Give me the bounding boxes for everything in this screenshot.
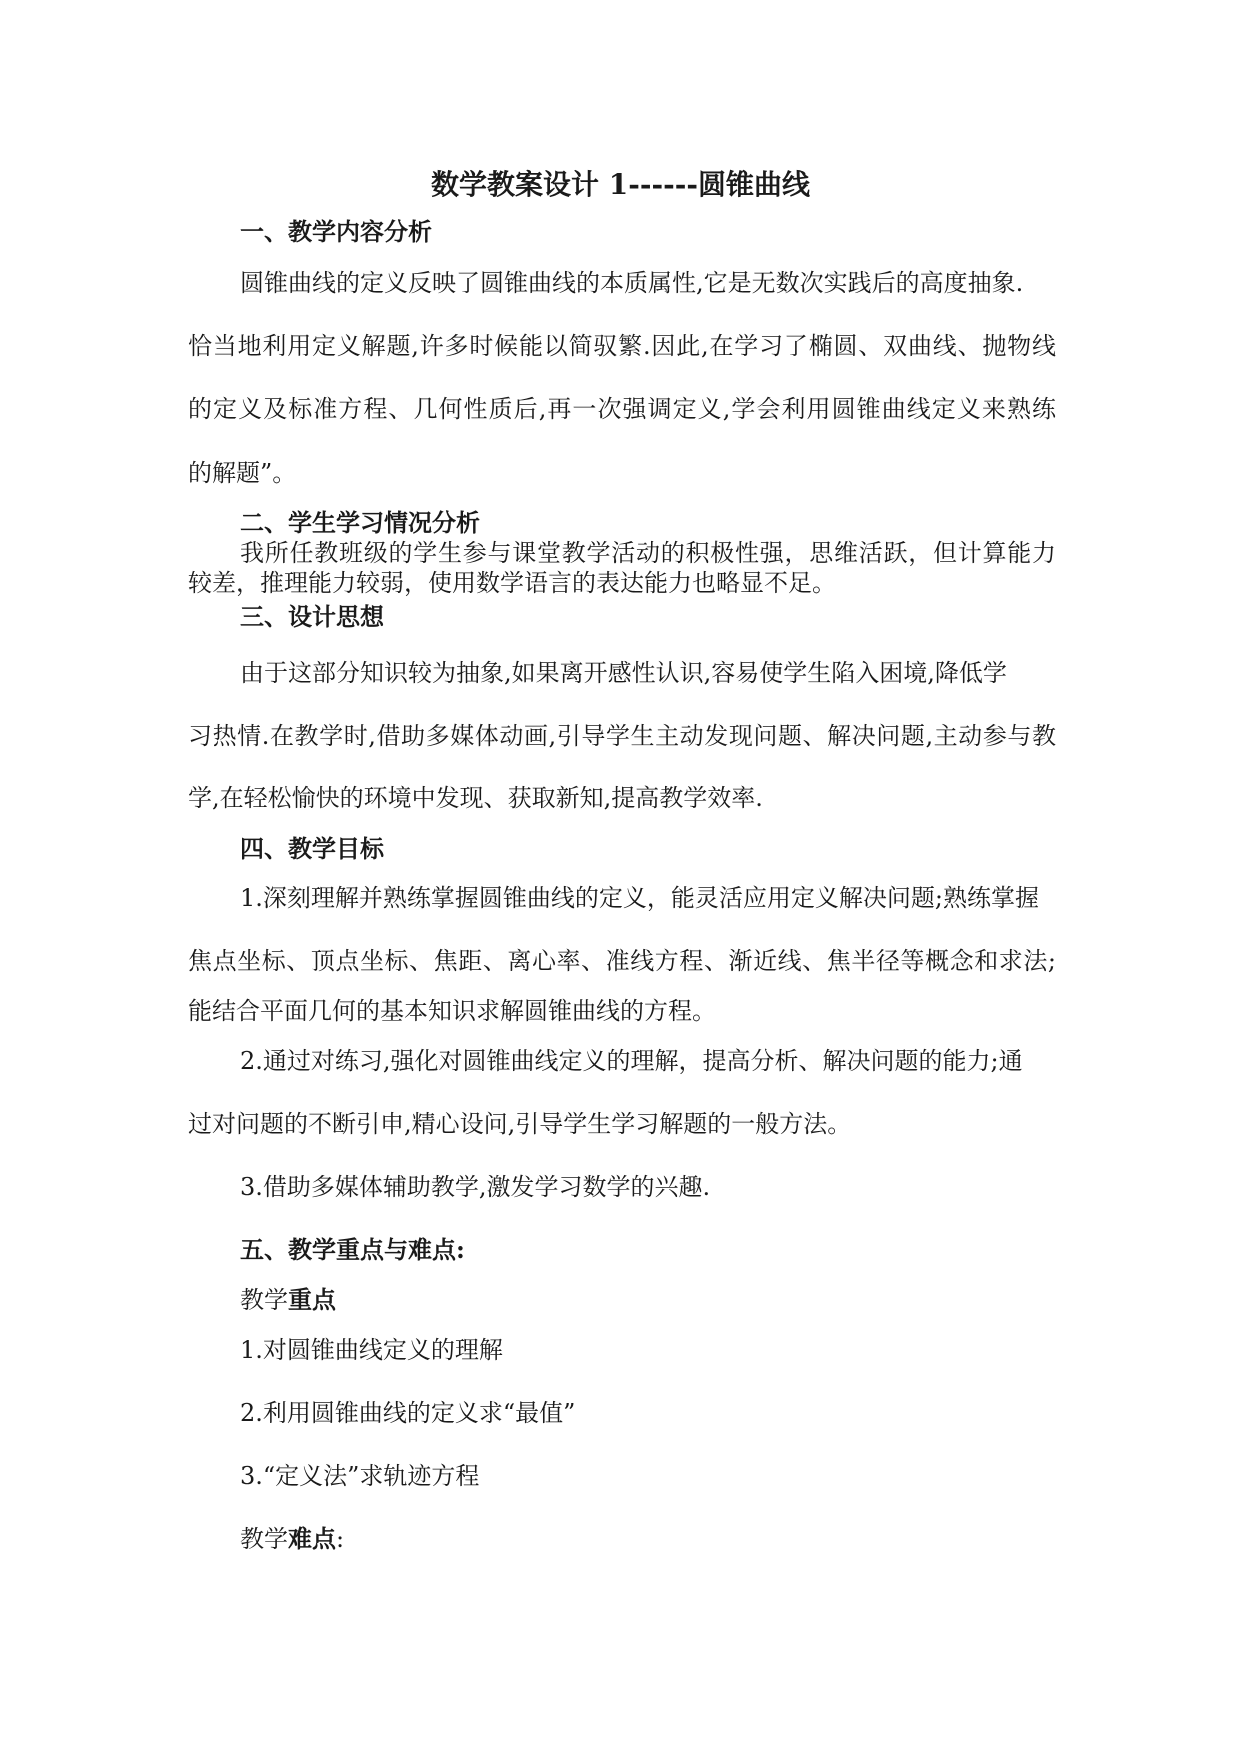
focus-item: 3.“定义法”求轨迹方程 bbox=[240, 1462, 480, 1490]
paragraph-line: 学,在轻松愉快的环境中发现、获取新知,提高教学效率. bbox=[188, 784, 763, 812]
section-heading-key-points: 五、教学重点与难点: bbox=[240, 1235, 465, 1264]
focus-item: 1.对圆锥曲线定义的理解 bbox=[240, 1336, 503, 1364]
paragraph-line: 习热情.在教学时,借助多媒体动画,引导学生主动发现问题、解决问题,主动参与教 bbox=[188, 722, 1056, 750]
paragraph-line: 的解题”。 bbox=[188, 459, 297, 487]
paragraph-line: 我所任教班级的学生参与课堂教学活动的积极性强，思维活跃，但计算能力 bbox=[240, 539, 1056, 567]
goal-line: 能结合平面几何的基本知识求解圆锥曲线的方程。 bbox=[188, 997, 716, 1025]
focus-label: 教学重点 bbox=[240, 1285, 336, 1314]
focus-item: 2.利用圆锥曲线的定义求“最值” bbox=[240, 1399, 576, 1427]
section-heading-design-idea: 三、设计思想 bbox=[240, 602, 384, 631]
section-heading-teaching-goals: 四、教学目标 bbox=[240, 834, 384, 863]
document-title: 数学教案设计 1------圆锥曲线 bbox=[431, 168, 810, 201]
goal-line: 2.通过对练习,强化对圆锥曲线定义的理解，提高分析、解决问题的能力;通 bbox=[240, 1047, 1023, 1075]
paragraph-line: 恰当地利用定义解题,许多时候能以简驭繁.因此,在学习了椭圆、双曲线、抛物线 bbox=[188, 332, 1056, 360]
paragraph-line: 圆锥曲线的定义反映了圆锥曲线的本质属性,它是无数次实践后的高度抽象. bbox=[240, 269, 1024, 297]
goal-line: 3.借助多媒体辅助教学,激发学习数学的兴趣. bbox=[240, 1173, 711, 1201]
goal-line: 焦点坐标、顶点坐标、焦距、离心率、准线方程、渐近线、焦半径等概念和求法; bbox=[188, 947, 1056, 975]
paragraph-line: 由于这部分知识较为抽象,如果离开感性认识,容易使学生陷入困境,降低学 bbox=[240, 659, 1007, 687]
paragraph-line: 较差，推理能力较弱，使用数学语言的表达能力也略显不足。 bbox=[188, 569, 836, 597]
paragraph-line: 的定义及标准方程、几何性质后,再一次强调定义,学会利用圆锥曲线定义来熟练 bbox=[188, 395, 1056, 423]
goal-line: 1.深刻理解并熟练掌握圆锥曲线的定义，能灵活应用定义解决问题;熟练掌握 bbox=[240, 884, 1039, 912]
difficulty-label: 教学难点: bbox=[240, 1524, 345, 1553]
section-heading-content-analysis: 一、教学内容分析 bbox=[240, 217, 432, 246]
section-heading-student-analysis: 二、学生学习情况分析 bbox=[240, 508, 480, 537]
goal-line: 过对问题的不断引申,精心设问,引导学生学习解题的一般方法。 bbox=[188, 1110, 852, 1138]
